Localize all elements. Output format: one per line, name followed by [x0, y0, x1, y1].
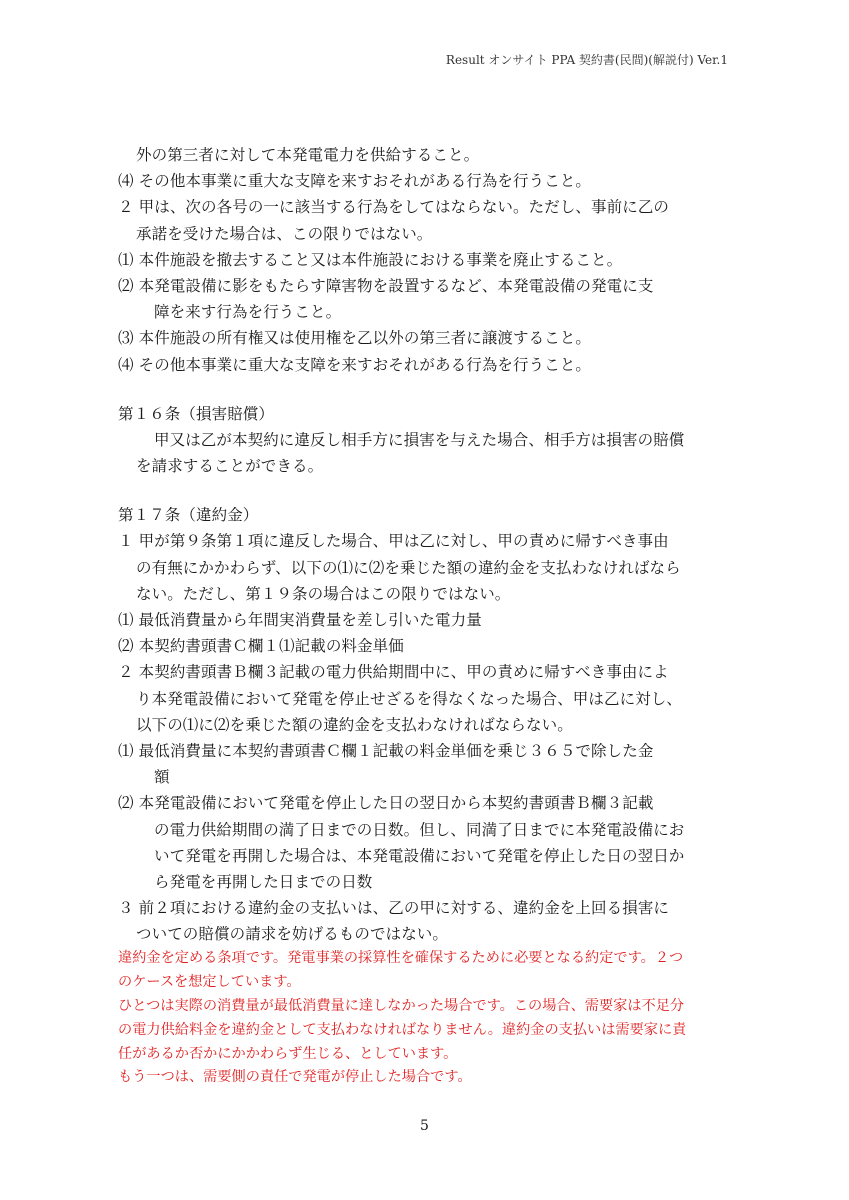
article-heading: 第１６条（損害賠償）: [118, 404, 275, 423]
body-line: ついての賠償の請求を妨げるものではない。: [136, 925, 449, 944]
body-line: ⑵ 本契約書頭書Ｃ欄１⑴記載の料金単価: [118, 637, 404, 656]
body-line: ３ 前２項における違約金の支払いは、乙の甲に対する、違約金を上回る損害に: [118, 899, 670, 918]
document-body: [118, 142, 738, 1090]
body-line: ⑴ 最低消費量に本契約書頭書Ｃ欄１記載の料金単価を乗じ３６５で除した金: [118, 741, 654, 760]
commentary-line: のケースを想定しています。: [118, 974, 301, 991]
body-line: り本発電設備において発電を停止せざるを得なくなった場合、甲は乙に対し、: [136, 689, 683, 708]
page-number: 5: [420, 1118, 429, 1134]
body-line: 以下の⑴に⑵を乗じた額の違約金を支払わなければならない。: [136, 715, 573, 734]
body-line: を請求することができる。: [136, 457, 324, 476]
body-line: ⑷ その他本事業に重大な支障を来すおそれがある行為を行うこと。: [118, 172, 592, 191]
body-line: １ 甲が第９条第１項に違反した場合、甲は乙に対し、甲の責めに帰すべき事由: [118, 532, 669, 551]
commentary-line: 違約金を定める条項です。発電事業の採算性を確保するために必要となる約定です。２つ: [118, 950, 684, 967]
body-line: ない。ただし、第１９条の場合はこの限りではない。: [136, 584, 511, 603]
document-header: Result オンサイト PPA 契約書(民間)(解説付) Ver.1: [445, 53, 728, 67]
body-line: の電力供給期間の満了日までの日数。但し、同満了日までに本発電設備にお: [154, 820, 685, 839]
body-line: ⑵ 本発電設備に影をもたらす障害物を設置するなど、本発電設備の発電に支: [118, 276, 654, 295]
body-line: ら発電を再開した日までの日数: [154, 872, 373, 891]
commentary-line: 任があるか否かにかかわらず生じる、としています。: [118, 1045, 458, 1062]
commentary-line: の電力供給料金を違約金として支払わなければなりません。違約金の支払いは需要家に責: [118, 1021, 687, 1038]
body-line: ⑵ 本発電設備において発電を停止した日の翌日から本契約書頭書Ｂ欄３記載: [118, 794, 654, 813]
body-line: 承諾を受けた場合は、この限りではない。: [136, 224, 433, 243]
body-line: の有無にかかわらず、以下の⑴に⑵を乗じた額の違約金を支払わなければなら: [136, 558, 681, 577]
body-line: ⑷ その他本事業に重大な支障を来すおそれがある行為を行うこと。: [118, 355, 592, 374]
body-line: 外の第三者に対して本発電電力を供給すること。: [136, 146, 480, 164]
body-line: 障を来す行為を行うこと。: [154, 303, 342, 322]
commentary-block: [118, 947, 738, 1090]
body-line: ２ 本契約書頭書Ｂ欄３記載の電力供給期間中に、甲の責めに帰すべき事由によ: [118, 663, 669, 682]
body-line: ２ 甲は、次の各号の一に該当する行為をしてはならない。ただし、事前に乙の: [118, 198, 670, 217]
body-line: ⑴ 最低消費量から年間実消費量を差し引いた電力量: [118, 611, 482, 629]
body-line: ⑶ 本件施設の所有権又は使用権を乙以外の第三者に譲渡すること。: [118, 329, 592, 348]
article-heading: 第１７条（違約金）: [118, 506, 259, 525]
body-line: 甲又は乙が本契約に違反し相手方に損害を与えた場合、相手方は損害の賠償: [154, 430, 685, 449]
commentary-line: ひとつは実際の消費量が最低消費量に達しなかった場合です。この場合、需要家は不足分: [118, 998, 685, 1015]
body-line: 額: [154, 768, 170, 787]
body-line: いて発電を再開した場合は、本発電設備において発電を停止した日の翌日か: [154, 846, 685, 865]
body-line: ⑴ 本件施設を撤去すること又は本件施設における事業を廃止すること。: [118, 250, 623, 269]
commentary-line: もう一つは、需要側の責任で発電が停止した場合です。: [118, 1069, 472, 1086]
